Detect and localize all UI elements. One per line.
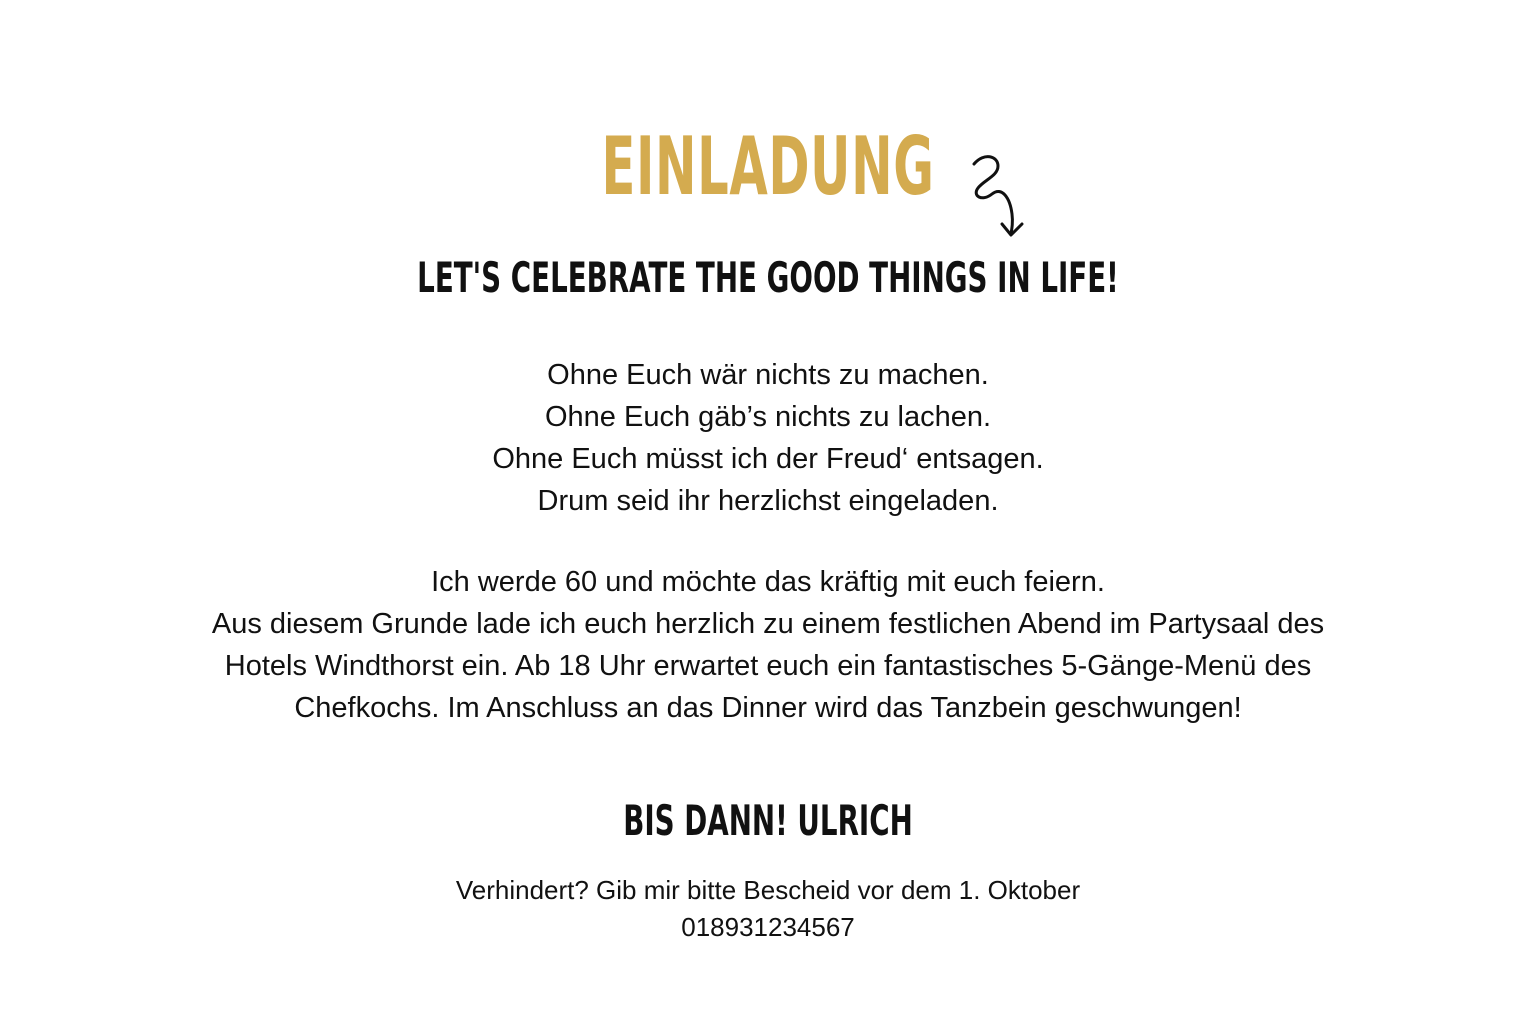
invitation-title: EINLADUNG (601, 120, 935, 213)
rsvp-phone: 018931234567 (681, 912, 855, 942)
poem-line: Ohne Euch gäb’s nichts zu lachen. (544, 401, 992, 433)
poem-line: Ohne Euch müsst ich der Freud‘ entsagen. (492, 443, 1044, 475)
rsvp-block (0, 872, 1536, 946)
poem-block (0, 354, 1536, 522)
signoff: BIS DANN! ULRICH (623, 796, 913, 845)
message-line: Chefkochs. Im Anschluss an das Dinner wird das Tanzbein geschwungen! (294, 692, 1242, 724)
poem-line: Drum seid ihr herzlichst eingeladen. (537, 485, 999, 517)
message-line: Ich werde 60 und möchte das kräftig mit euch feiern. (431, 566, 1105, 598)
curly-arrow-down-icon (964, 150, 1034, 242)
message-block (0, 561, 1536, 729)
invitation-subtitle: LET'S CELEBRATE THE GOOD THINGS IN LIFE! (417, 253, 1119, 302)
poem-line: Ohne Euch wär nichts zu machen. (547, 359, 989, 391)
message-line: Hotels Windthorst ein. Ab 18 Uhr erwartet euch ein fantastisches 5-Gänge-Menü des (224, 650, 1312, 682)
message-line: Aus diesem Grunde lade ich euch herzlich zu einem festlichen Abend im Partysaal des (211, 608, 1325, 640)
rsvp-line: Verhindert? Gib mir bitte Bescheid vor dem 1. Oktober (455, 875, 1081, 905)
